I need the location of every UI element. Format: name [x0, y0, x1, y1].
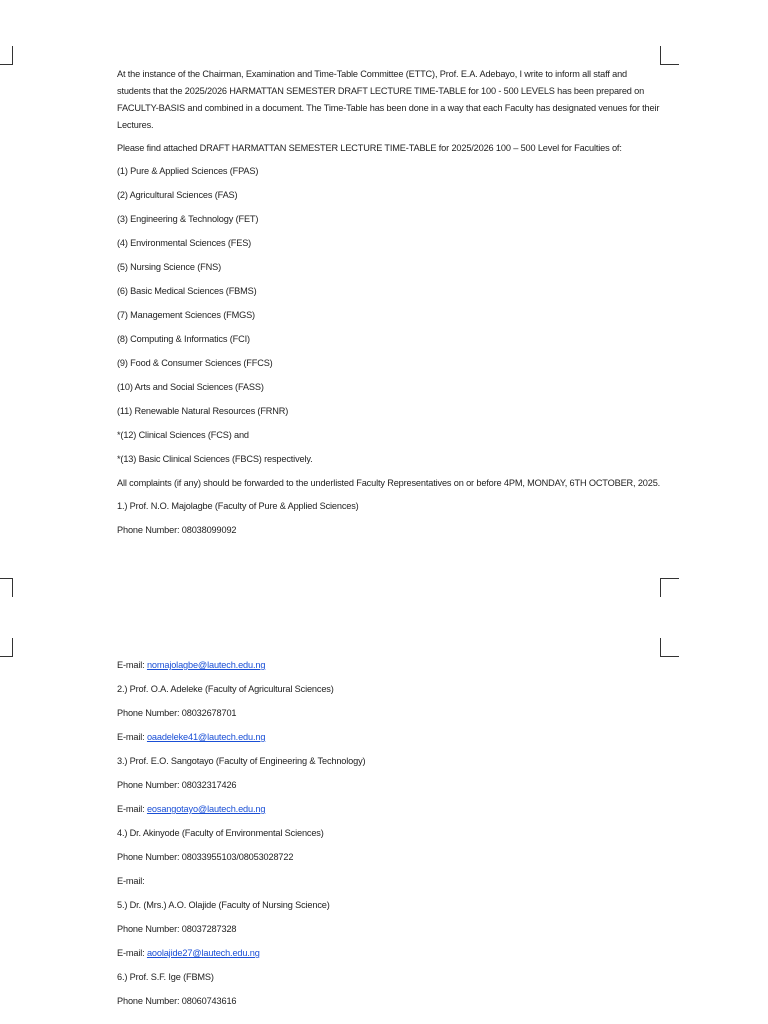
rep-2-phone: Phone Number: 08032678701 — [117, 708, 237, 718]
faculty-item-13: *(13) Basic Clinical Sciences (FBCS) respectively. — [117, 454, 313, 464]
faculty-item-12: *(12) Clinical Sciences (FCS) and — [117, 430, 249, 440]
rep-5-email-line — [117, 945, 662, 962]
rep-4-email-line: E-mail: — [117, 876, 145, 886]
rep-1-email-line — [117, 657, 662, 674]
rep-6-name: 6.) Prof. S.F. Ige (FBMS) — [117, 972, 214, 982]
rep-5-email-link[interactable]: aoolajide27@lautech.edu.ng — [146, 948, 260, 958]
faculty-item-9: (9) Food & Consumer Sciences (FFCS) — [117, 358, 273, 368]
document-page-2 — [0, 608, 768, 1024]
faculty-item-11: (11) Renewable Natural Resources (FRNR) — [117, 406, 289, 416]
crop-mark-top-right — [660, 46, 679, 65]
rep-2-email-link[interactable]: oaadeleke41@lautech.edu.ng — [146, 732, 266, 742]
email-label: E-mail: — [117, 948, 147, 958]
attached-paragraph: Please find attached DRAFT HARMATTAN SEMESTER LECTURE TIME-TABLE for 2025/2026 100 – 500 Level for Faculties of: — [117, 143, 622, 153]
rep-2-name: 2.) Prof. O.A. Adeleke (Faculty of Agricultural Sciences) — [117, 684, 334, 694]
rep-3-email-link[interactable]: eosangotayo@lautech.edu.ng — [146, 804, 266, 814]
page-2-content — [117, 657, 662, 1017]
crop-mark-bottom-right — [660, 578, 679, 597]
faculty-item-2: (2) Agricultural Sciences (FAS) — [117, 190, 238, 200]
rep-6-phone: Phone Number: 08060743616 — [117, 996, 237, 1006]
faculty-item-8: (8) Computing & Informatics (FCI) — [117, 334, 250, 344]
crop-mark-top-left — [0, 46, 13, 65]
rep-4-phone: Phone Number: 08033955103/08053028722 — [117, 852, 294, 862]
intro-paragraph: At the instance of the Chairman, Examination and Time-Table Committee (ETTC), Prof. E.A. Adebayo, I write to inform all staff and students that the 2025/2026 HARMATTAN SEMESTER DRAFT LECTURE TIME-TABLE for 100 - 500 LEVELS has been prepared on FACULTY-BASIS and combined in a document. The Time-Table has been done in a way that each Faculty has designated venues for their Lectures. — [117, 69, 660, 130]
faculty-item-1: (1) Pure & Applied Sciences (FPAS) — [117, 166, 259, 176]
rep-3-email-line — [117, 801, 662, 818]
complaints-paragraph: All complaints (if any) should be forwarded to the underlisted Faculty Representatives on or before 4PM, MONDAY, 6TH OCTOBER, 2025. — [117, 478, 661, 488]
rep-1-email-link[interactable]: nomajolagbe@lautech.edu.ng — [146, 660, 266, 670]
rep-2-email-line — [117, 729, 662, 746]
faculty-item-7: (7) Management Sciences (FMGS) — [117, 310, 255, 320]
email-label: E-mail: — [117, 732, 147, 742]
crop-mark-top-right — [660, 638, 679, 657]
faculty-item-3: (3) Engineering & Technology (FET) — [117, 214, 259, 224]
rep-1-name: 1.) Prof. N.O. Majolagbe (Faculty of Pure & Applied Sciences) — [117, 501, 359, 511]
email-label: E-mail: — [117, 660, 147, 670]
rep-5-name: 5.) Dr. (Mrs.) A.O. Olajide (Faculty of Nursing Science) — [117, 900, 330, 910]
faculty-item-10: (10) Arts and Social Sciences (FASS) — [117, 382, 264, 392]
faculty-item-6: (6) Basic Medical Sciences (FBMS) — [117, 286, 257, 296]
rep-1-phone: Phone Number: 08038099092 — [117, 525, 237, 535]
page-1-content — [117, 66, 662, 546]
faculty-item-4: (4) Environmental Sciences (FES) — [117, 238, 252, 248]
rep-4-name: 4.) Dr. Akinyode (Faculty of Environmental Sciences) — [117, 828, 324, 838]
rep-3-name: 3.) Prof. E.O. Sangotayo (Faculty of Engineering & Technology) — [117, 756, 366, 766]
email-label: E-mail: — [117, 804, 147, 814]
faculty-item-5: (5) Nursing Science (FNS) — [117, 262, 221, 272]
crop-mark-top-left — [0, 638, 13, 657]
rep-3-phone: Phone Number: 08032317426 — [117, 780, 237, 790]
rep-5-phone: Phone Number: 08037287328 — [117, 924, 237, 934]
crop-mark-bottom-left — [0, 578, 13, 597]
